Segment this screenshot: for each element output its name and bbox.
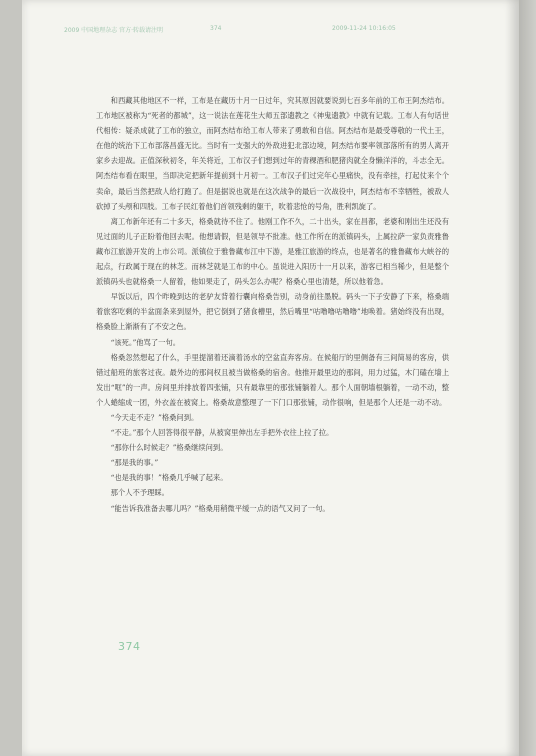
paragraph: 格桑忽然想起了什么，手里提溜着还滴着汤水的空盆直奔客房。在候船厅的里侧备有三间简易的客房，供错过船班的旅客过夜。最外边的那间权且被当做格桑的宿舍。他推开最里边的那间，用力过猛，木门磕在墙上发出“哐”的一声。房间里并排放着四张铺，只有最靠里的那张铺躺着人。那个人面朝墙根躺着，一动不动，整个人蜷缩成一团，外衣盖在被窝上。格桑故意整理了一下门口那张铺，动作很响，但是那个人还是一动不动。 xyxy=(96,352,449,407)
paragraph: “不走。”那个人回答得很平静，从被窝里伸出左手把外衣往上拉了拉。 xyxy=(110,428,334,438)
paragraph: 早饭以后，四个昨晚到达的老驴友背着行囊向格桑告别，动身前往墨脱。码头一下子安静了下来，格桑端着旅客吃剩的半盆面条来到屋外，把它倒到了猪食槽里，然后嘴里“咕噜噜咕噜噜”地唤着。猪始终没有出现，格桑脸上渐渐有了不安之色。 xyxy=(96,292,449,332)
header-right-text: 2009-11-24 10:16:05 xyxy=(332,25,396,32)
paragraph: “该死。”他骂了一句。 xyxy=(110,337,181,347)
page-edge xyxy=(519,0,536,756)
paragraph: “今天走不走？”格桑问到。 xyxy=(110,412,199,422)
article-body xyxy=(96,93,449,516)
paragraph: “那是我的事。” xyxy=(110,458,159,468)
paragraph: 离工布新年还有二十多天，格桑就待不住了。他刚工作不久，二十出头，家在昌都，老婆和刚出生还没有见过面的儿子正盼着他回去呢。他想请假，但是领导不批准。他工作所在的派镇码头，上属拉萨一家负责雅鲁藏布江旅游开发的上市公司。派镇位于雅鲁藏布江中下游，是雅江旅游的终点，也是著名的雅鲁藏布大峡谷的起点，行政属于现在的林芝。而林芝就是工布的中心。虽说进入阳历十一月以来，游客已相当稀少，但是整个派镇码头也就格桑一人留着，他如果走了，码头怎么办呢？格桑心里也清楚，所以他着急。 xyxy=(96,216,449,287)
header-left-text: 2009 中国地理杂志 官方·转载请注明 xyxy=(64,27,163,34)
page-number: 374 xyxy=(118,640,141,653)
paragraph: 和西藏其他地区不一样，工布是在藏历十月一日过年，究其原因就要说到七百多年前的工布王阿杰结布。工布地区被称为“死者的都城”，这一说法在莲花生大师五部遗教之《神鬼遗教》中就有记载。工布人有句话世代相传：疑杀成就了工布的独立，而阿杰结布给工布人带来了勇敢和自信。阿杰结布是最受尊敬的一代土王，在他的统治下工布部落昌盛无比。当时有一支强大的外敌进犯北部边境，阿杰结布要率领部落所有的男人离开家乡去迎战。正值深秋初冬，年关将近，工布汉子们想到过年的青稞酒和肥猪肉就全身懒洋洋的，斗志全无。阿杰结布看在眼里，当即决定把新年提前到十月初一。工布汉子们过完年心里痛快，没有牵挂，打起仗来个个卖命，最后当然把敌人给打跑了。但是据说也就是在这次战争的最后一次战役中，阿杰结布不幸牺牲，被敌人砍掉了头颅和四肢。工布子民红着他们首领残剩的躯干，吹着悲怆的号角，胜利凯旋了。 xyxy=(96,96,449,211)
paragraph: “能告诉我准备去哪儿吗？”格桑用稍微平缓一点的语气又问了一句。 xyxy=(110,503,330,513)
paragraph: “也是我的事！”格桑几乎喊了起来。 xyxy=(110,473,228,483)
running-header xyxy=(64,25,424,35)
header-mid-text: 374 xyxy=(210,25,222,32)
page-binding-shadow xyxy=(505,0,519,756)
paragraph: 那个人不予理睬。 xyxy=(110,488,169,498)
paragraph: “那你什么时候走？”格桑继续问到。 xyxy=(110,443,228,453)
